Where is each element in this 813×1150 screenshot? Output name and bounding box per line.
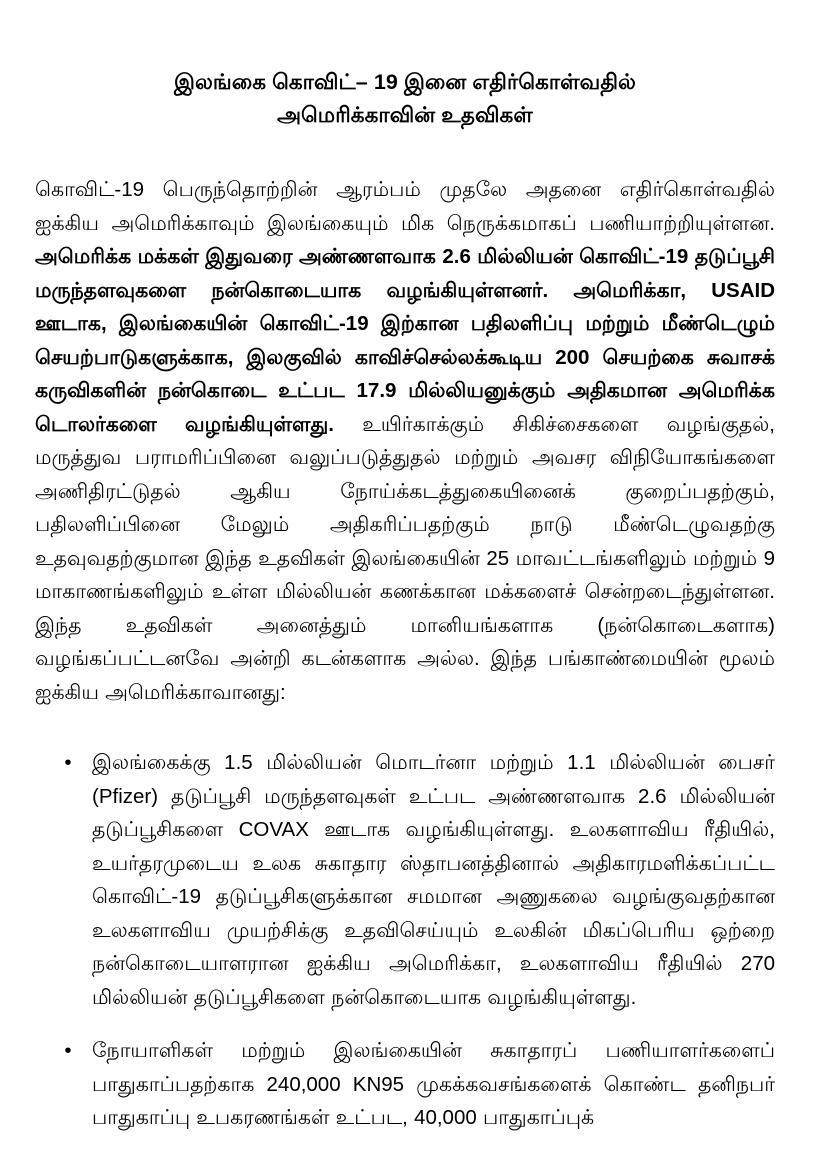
page-title-line-2: அமெரிக்காவின் உதவிகள்	[277, 103, 533, 127]
intro-paragraph-lead: கொவிட்-19 பெருந்தொற்றின் ஆரம்பம் முதலே அதனை எதிர்கொள்வதில் ஐக்கிய அமெரிக்காவும் இலங்கையும் மிக நெருக்கமாகப் பணியாற்றியுள்ளன.	[35, 178, 775, 235]
page-title-line-1: இலங்கை கொவிட்– 19 இனை எதிர்கொள்வதில்	[173, 70, 637, 94]
list-item	[35, 1034, 775, 1135]
list-item-text: நோயாளிகள் மற்றும் இலங்கையின் சுகாதாரப் பணியாளர்களைப் பாதுகாப்பதற்காக 240,000 KN95 முகக்கவசங்களைக் கொண்ட தனிநபர் பாதுகாப்பு உபகரணங்கள் உட்பட, 40,000 பாதுகாப்புக்	[92, 1039, 775, 1129]
intro-paragraph-emphasis: அமெரிக்க மக்கள் இதுவரை அண்ணளவாக 2.6 மில்லியன் கொவிட்-19 தடுப்பூசி மருந்தளவுகளை நன்கொடையாக வழங்கியுள்ளனர். அமெரிக்கா, USAID ஊடாக, இலங்கையின் கொவிட்-19 இற்கான பதிலளிப்பு மற்றும் மீண்டெழும் செயற்பாடுகளுக்காக, இலகுவில் காவிச்செல்லக்கூடிய 200 செயற்கை சுவாசக் கருவிகளின் நன்கொடை உட்பட 17.9 மில்லியனுக்கும் அதிகமான அமெரிக்க டொலர்களை வழங்கியுள்ளது.	[35, 245, 775, 436]
intro-paragraph	[35, 132, 775, 709]
bullet-point-icon: •	[64, 751, 72, 774]
page-title	[35, 0, 775, 132]
document-content	[35, 0, 775, 1135]
intro-paragraph-tail: உயிர்காக்கும் சிகிச்சைகளை வழங்குதல், மருத்துவ பராமரிப்பினை வலுப்படுத்துதல் மற்றும் அவசர விநியோகங்களை அணிதிரட்டுதல் ஆகிய நோய்க்கடத்துகையினைக் குறைப்பதற்கும், பதிலளிப்பினை மேலும் அதிகரிப்பதற்கும் நாடு மீண்டெழுவதற்கு உதவுவதற்குமான இந்த உதவிகள் இலங்கையின் 25 மாவட்டங்களிலும் மற்றும் 9 மாகாணங்களிலும் உள்ள மில்லியன் கணக்கான மக்களைச் சென்றடைந்துள்ளன. இந்த உதவிகள் அனைத்தும் மானியங்களாக (நன்கொடைகளாக) வழங்கப்பட்டனவே அன்றி கடன்களாக அல்ல. இந்த பங்காண்மையின் மூலம் ஐக்கிய அமெரிக்காவானது:	[35, 412, 775, 704]
bullet-point-icon: •	[64, 1039, 72, 1062]
assistance-bullet-list	[35, 709, 775, 1135]
list-item	[35, 746, 775, 1014]
list-item-text: இலங்கைக்கு 1.5 மில்லியன் மொடர்னா மற்றும் 1.1 மில்லியன் பைசர் (Pfizer) தடுப்பூசி மருந்தளவுகள் உட்பட அண்ணளவாக 2.6 மில்லியன் தடுப்பூசிகளை COVAX ஊடாக வழங்கியுள்ளது. உலகளாவிய ரீதியில், உயர்தரமுடைய உலக சுகாதார ஸ்தாபனத்தினால் அதிகாரமளிக்கப்பட்ட கொவிட்-19 தடுப்பூசிகளுக்கான சமமான அணுகலை வழங்குவதற்கான உலகளாவிய முயற்சிக்கு உதவிசெய்யும் உலகின் மிகப்பெரிய ஒற்றை நன்கொடையாளரான ஐக்கிய அமெரிக்கா, உலகளாவிய ரீதியில் 270 மில்லியன் தடுப்பூசிகளை நன்கொடையாக வழங்கியுள்ளது.	[92, 751, 775, 1009]
